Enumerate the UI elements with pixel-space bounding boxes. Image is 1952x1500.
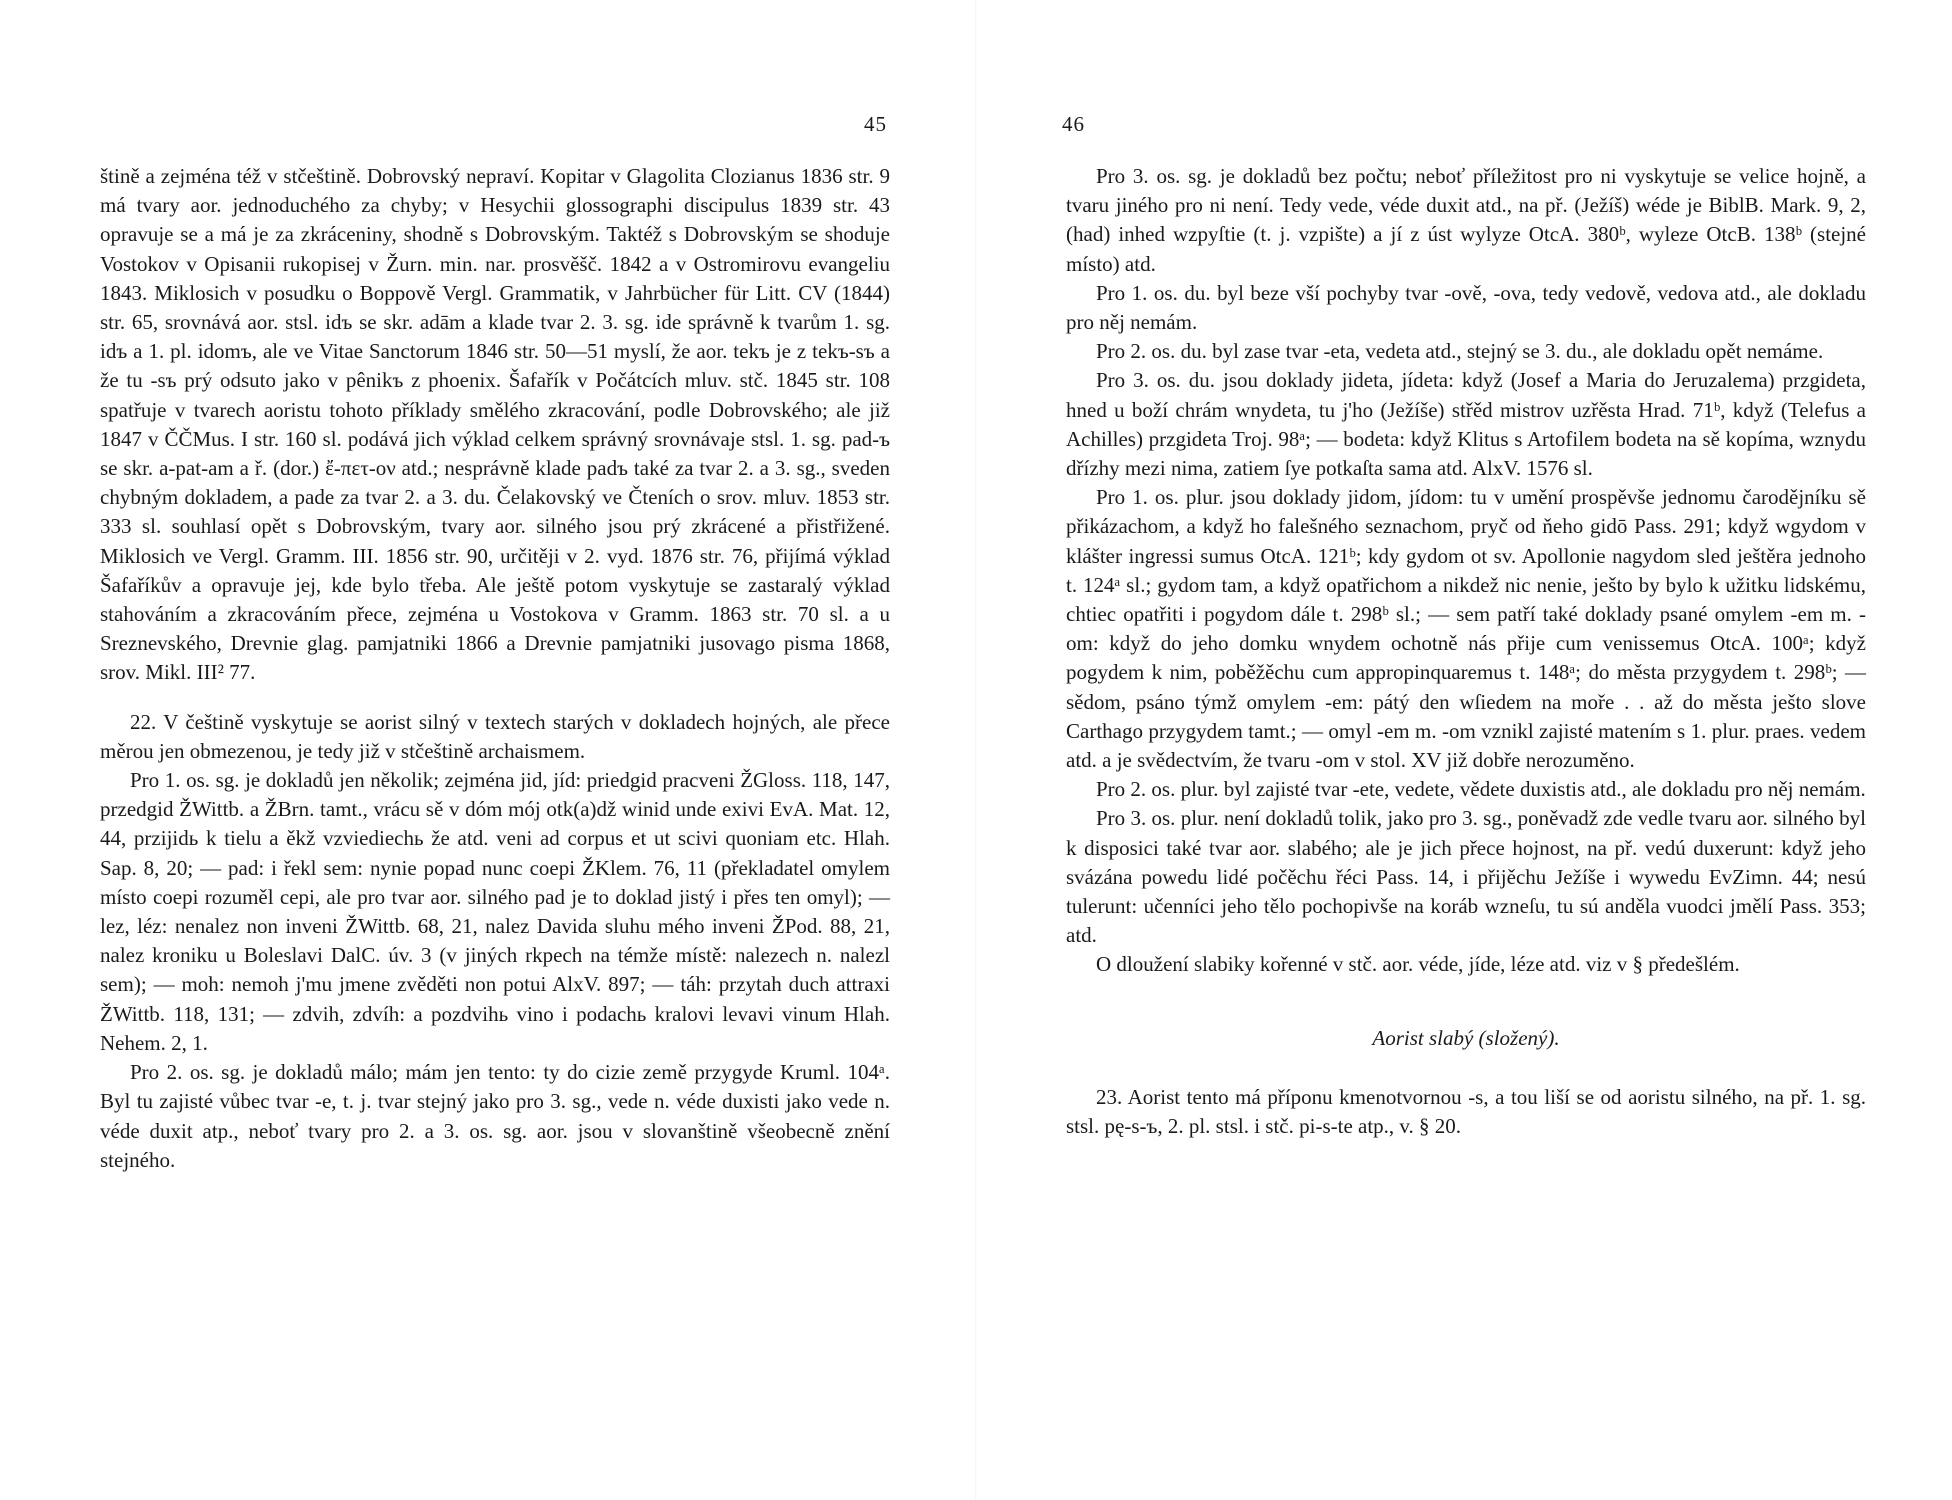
paragraph: O dloužení slabiky kořenné v stč. aor. véde, jíde, léze atd. viz v § předešlém. [1096,952,1740,977]
left-text-column [100,162,890,1175]
paragraph: Pro 3. os. plur. není dokladů tolik, jako pro 3. sg., poněvadž zde vedle tvaru aor. silného byl k disposici také tvar aor. slabého; ale je jich přece hojnost, na př. vedú duxerunt: když jeho svázána powedu lidé počěchu řéci Pass. 14, i přijěchu Ježíše i wywedu EvZimn. 44; nesú tulerunt: učenníci jeho tělo pochopivše na koráb wzneſu, tu sú anděla vuodci jmělí Pass. 353; atd. [1066,806,1866,948]
paragraph: Pro 1. os. plur. jsou doklady jidom, jídom: tu v umění prospěvše jednomu čarodějníku sě přikázachom, a když ho falešného seznachom, pryč od ňeho gidō Pass. 291; když wgydom v klášter ingressi sumus OtcA. 121ᵇ; kdy gydom ot sv. Apollonie nagydom sled ještěra jednoho t. 124ᵃ sl.; gydom tam, a když opatřichom a nikdež nic nenie, ješto by bylo k užitku lidskému, chtiec opatřiti i pogydom dále t. 298ᵇ sl.; — sem patří také doklady psané omylem -em m. -om: když do jeho domku wnydem ochotně nás přije cum venissemus OtcA. 100ᵃ; když pogydem k nim, poběžěchu cum appropinquaremus t. 148ᵃ; do města przygydem t. 298ᵇ; — sědom, psáno týmž omylem -em: pátý den wſiedem na moře . . až do města ješto slove Carthago przygydem tamt.; — omyl -em m. -om vznikl zajisté matením s 1. plur. praes. vedem atd. a je svědectvím, že tvaru -om v stol. XV již dobře nerozuměno. [1066,485,1866,773]
paragraph: Pro 1. os. sg. je dokladů jen několik; zejména jid, jíd: priedgid pracveni ŽGloss. 118, 147, przedgid ŽWittb. a ŽBrn. tamt., vrácu sě v dóm mój otk(a)dž winid unde exivi EvA. Mat. 12, 44, przijidь k tielu a ěkž vzviediechь že atd. veni ad corpus et ut scivi quoniam etc. Hlah. Sap. 8, 20; — pad: i řekl sem: nynie popad nunc coepi ŽKlem. 76, 11 (překladatel omylem místo coepi rozuměl cepi, ale pro tvar aor. silného pad je to doklad jistý i přes ten omyl); — lez, léz: nenalez non inveni ŽWittb. 68, 21, nalez Davida sluhu mého inveni ŽPod. 88, 21, nalez kroniku u Boleslavi DalC. úv. 3 (v jiných rkpech na témže místě: nalezech n. nalezl sem); — moh: nemoh j'mu jmene zvěděti non potui AlxV. 897; — táh: przytah duch attraxi ŽWittb. 118, 131; — zdvih, zdvíh: a pozdvihь vino i podachь kralovi levavi vinum Hlah. Nehem. 2, 1. [100,768,890,1055]
right-page [976,0,1952,1500]
section-paragraph-23: 23. Aorist tento má příponu kmenotvornou -s, a tou liší se od aoristu silného, na př. 1. sg. stsl. pę-s-ъ, 2. pl. stsl. i stč. pi-s-te atp., v. § 20. [1066,1084,1866,1139]
subheading: Aorist slabý (složený). [1372,1025,1560,1050]
paragraph: Pro 2. os. plur. byl zajisté tvar -ete, vedete, vědete duxistis atd., ale dokladu pro něj nemám. [1096,777,1866,802]
paragraph: Pro 2. os. du. byl zase tvar -eta, vedeta atd., stejný se 3. du., ale dokladu opět nemáme. [1096,339,1824,364]
paragraph: Pro 3. os. sg. je dokladů bez počtu; neboť příležitost pro ni vyskytuje se velice hojně, a tvaru jiného pro ni není. Tedy vede, véde duxit atd., na př. (Ježíš) wéde je BiblB. Mark. 9, 2, (had) inhed wzpyſtie (t. j. vzpište) a jí z úst wylyze OtcA. 380ᵇ, wyleze OtcB. 138ᵇ (stejné místo) atd. [1066,164,1866,276]
section-paragraph-22: 22. V češtině vyskytuje se aorist silný v textech starých v dokladech hojných, ale přece měrou jen obmezenou, je tedy již v stčeštině archaismem. [100,709,890,763]
paragraph: Pro 1. os. du. byl beze vší pochyby tvar -ově, -ova, tedy vedově, vedova atd., ale dokladu pro něj nemám. [1066,280,1866,335]
paragraph: Pro 3. os. du. jsou doklady jideta, jídeta: když (Josef a Maria do Jeruzalema) przgideta, hned u boží chrám wnydeta, tu j'ho (Ježíše) střěd mistrov uzřěsta Hrad. 71ᵇ, když (Telefus a Achilles) przgideta Troj. 98ᵃ; — bodeta: když Klitus s Artofilem bodeta na sě kopíma, wznydu dřízhy mezi nima, zatiem ſye potkaſta sama atd. AlxV. 1576 sl. [1066,368,1866,481]
page-number: 45 [864,112,887,136]
page-number: 46 [1062,112,1085,136]
paragraph: Pro 2. os. sg. je dokladů málo; mám jen tento: ty do cizie země przygyde Kruml. 104ᵃ. Byl tu zajisté vůbec tvar -e, t. j. tvar stejný jako pro 3. sg., vede n. véde duxisti jako vede n. véde duxit atp., neboť tvary pro 2. a 3. os. sg. aor. jsou v slovanštině všeobecně znění stejného. [100,1060,890,1172]
paragraph: štině a zejména též v stčeštině. Dobrovský nepraví. Kopitar v Glagolita Clozianus 1836 str. 9 má tvary aor. jednoduchého za chyby; v Hesychii glossographi discipulus 1839 str. 43 opravuje se a má je za zkráceniny, shodně s Dobrovským. Taktéž s Dobrovským se shoduje Vostokov v Opisanii rukopisej v Žurn. min. nar. prosvěšč. 1842 a v Ostromirovu evangeliu 1843. Miklosich v posudku o Boppově Vergl. Grammatik, v Jahrbücher für Litt. CV (1844) str. 65, srovnává aor. stsl. idъ se skr. adām a klade tvar 2. 3. sg. ide správně k tvarům 1. sg. idъ a 1. pl. idomъ, ale ve Vitae Sanctorum 1846 str. 50—51 myslí, že aor. tekъ je z tekъ-sъ a že tu -sъ prý odsuto jako v pênikъ z phoenix. Šafařík v Počátcích mluv. stč. 1845 str. 108 spatřuje v tvarech aoristu tohoto příklady smělého zkracování, podle Dobrovského; ale již 1847 v ČČMus. I str. 160 sl. podává jich výklad celkem správný srovnávaje stsl. 1. sg. pad-ъ se skr. a-pat-am a ř. (dor.) ἔ-πετ-ον atd.; nesprávně klade padъ také za tvar 2. a 3. sg., sveden chybným dokladem, a pade za tvar 2. a 3. du. Čelakovský ve Čteních o srov. mluv. 1853 str. 333 sl. souhlasí opět s Dobrovským, tvary aor. silného jsou prý zkrácené a přistřižené. Miklosich ve Vergl. Gramm. III. 1856 str. 90, určitěji v 2. vyd. 1876 str. 76, přijímá výklad Šafaříkův a opravuje jej, kde bylo třeba. Ale ještě potom vyskytuje se zastaralý výklad stahováním a zkracováním přece, zejména u Vostokova v Gramm. 1863 str. 70 sl. a u Sreznevského, Drevnie glag. pamjatniki 1866 a Drevnie pamjatniki jusovago pisma 1868, srov. Mikl. III² 77. [100,164,890,685]
right-text-column [1066,162,1866,1141]
